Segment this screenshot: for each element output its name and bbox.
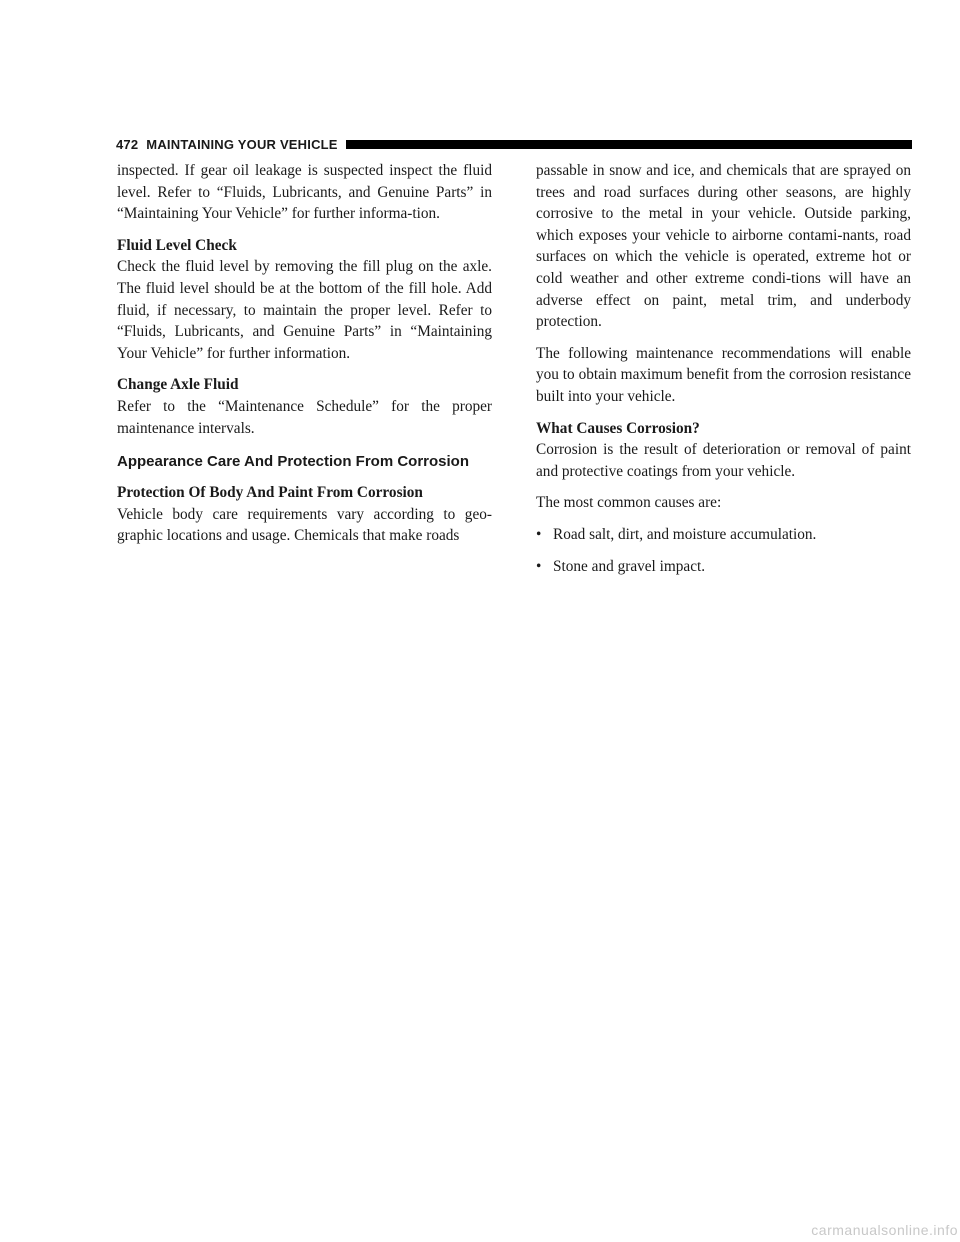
subheading-what-causes-corrosion: What Causes Corrosion? [536,419,700,437]
header-rule [346,140,912,149]
paragraph: Vehicle body care requirements vary according to geo-graphic locations and usage. Chemicals that make roads [117,505,492,545]
list-item-text: Road salt, dirt, and moisture accumulation. [553,525,817,543]
subheading-change-axle-fluid: Change Axle Fluid [117,376,239,394]
causes-list [536,524,911,577]
list-item [536,524,911,546]
paragraph: Refer to the “Maintenance Schedule” for the proper maintenance intervals. [117,397,492,437]
bullet-icon: • [536,557,542,575]
subheading-protection: Protection Of Body And Paint From Corrosion [117,484,423,502]
list-item [536,556,911,578]
page-number: 472 [116,136,139,152]
paragraph: The following maintenance recommendations will enable you to obtain maximum benefit from the corrosion resistance built into your vehicle. [536,344,911,405]
paragraph: inspected. If gear oil leakage is suspected inspect the fluid level. Refer to “Fluids, Lubricants, and Genuine Parts” in “Maintaining Your Vehicle” for further informa-tion. [117,162,492,223]
paragraph: The most common causes are: [536,494,722,512]
list-item-text: Stone and gravel impact. [553,557,706,575]
footer-watermark: carmanualsonline.info [811,1222,958,1238]
right-column [536,160,911,587]
section-title: MAINTAINING YOUR VEHICLE [146,136,338,152]
section-heading: Appearance Care And Protection From Corrosion [117,453,470,471]
bullet-icon: • [536,525,542,543]
paragraph: Check the fluid level by removing the fill plug on the axle. The fluid level should be at the bottom of the fill hole. Add fluid, if necessary, to maintain the proper level. Refer to “Fluids, Lubricants, and Genuine Parts” in “Maintaining Your Vehicle” for further information. [117,258,492,362]
paragraph: passable in snow and ice, and chemicals that are sprayed on trees and road surfaces during other seasons, are highly corrosive to the metal in your vehicle. Outside parking, which exposes your vehicle to airborne contami-nants, road surfaces on which the vehicle is operated, extreme hot or cold weather and other extreme condi-tions will have an adverse effect on paint, metal trim, and underbody protection. [536,162,911,331]
page-header [116,136,912,152]
subheading-fluid-level-check: Fluid Level Check [117,236,237,254]
left-column [117,160,492,547]
paragraph: Corrosion is the result of deterioration or removal of paint and protective coatings from your vehicle. [536,441,911,480]
